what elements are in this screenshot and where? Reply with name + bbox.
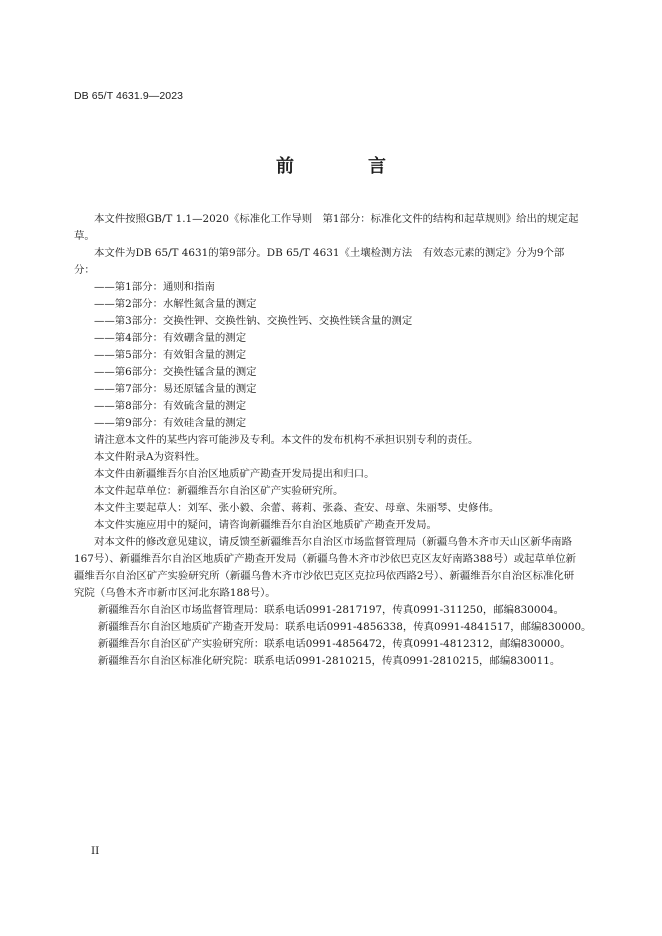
contact-line: 新疆维吾尔自治区标准化研究院：联系电话0991-2810215，传真0991-2810215，邮编830011。 [98,655,561,667]
list-item: ——第4部分：有效硼含量的测定 [94,332,247,344]
document-code: DB 65/T 4631.9—2023 [74,90,184,102]
foreword-body [74,211,592,670]
contact-line: 新疆维吾尔自治区市场监督管理局：联系电话0991-2817197，传真0991-311250，邮编830004。 [98,604,565,616]
feedback-statement: 对本文件的修改意见建议，请反馈至新疆维吾尔自治区市场监督管理局（新疆乌鲁木齐市天山区新华南路167号）、新疆维吾尔自治区地质矿产勘查开发局（新疆乌鲁木齐市沙依巴克区友好南路388号）或起草单位新疆维吾尔自治区矿产实验研究所（新疆乌鲁木齐市沙依巴克区克拉玛依西路2号）、新疆维吾尔自治区标准化研究院（乌鲁木齐市新市区河北东路188号）。 [74,536,577,599]
list-item: ——第1部分：通则和指南 [94,281,215,293]
drafting-rules-paragraph: 本文件按照GB/T 1.1—2020《标准化工作导则 第1部分：标准化文件的结构和起草规则》给出的规定起草。 [74,213,579,242]
page-title: 前 言 [276,156,414,177]
drafters-statement: 本文件主要起草人：刘军、张小毅、余蕾、蒋莉、张淼、查安、母章、朱丽琴、史修伟。 [94,502,500,514]
page-number: II [91,845,100,857]
list-item: ——第9部分：有效硅含量的测定 [94,417,247,429]
list-item: ——第8部分：有效硫含量的测定 [94,400,247,412]
list-item: ——第3部分：交换性钾、交换性钠、交换性钙、交换性镁含量的测定 [94,315,413,327]
parts-intro-paragraph: 本文件为DB 65/T 4631的第9部分。DB 65/T 4631《土壤检测方法 有效态元素的测定》分为9个部分： [74,247,565,276]
list-item: ——第6部分：交换性锰含量的测定 [94,366,257,378]
contact-list [74,602,592,670]
list-item: ——第5部分：有效钼含量的测定 [94,349,247,361]
questions-statement: 本文件实施应用中的疑问，请咨询新疆维吾尔自治区地质矿产勘查开发局。 [94,519,437,531]
drafting-unit-statement: 本文件起草单位：新疆维吾尔自治区矿产实验研究所。 [94,485,344,497]
contact-line: 新疆维吾尔自治区地质矿产勘查开发局：联系电话0991-4856338，传真0991-4841517，邮编830000。 [98,621,592,633]
patent-statement: 请注意本文件的某些内容可能涉及专利。本文件的发布机构不承担识别专利的责任。 [94,434,479,446]
list-item: ——第7部分：易还原锰含量的测定 [94,383,257,395]
parts-list [74,279,584,432]
proposer-statement: 本文件由新疆维吾尔自治区地质矿产勘查开发局提出和归口。 [94,468,375,480]
list-item: ——第2部分：水解性氮含量的测定 [94,298,257,310]
contact-line: 新疆维吾尔自治区矿产实验研究所：联系电话0991-4856472，传真0991-4812312，邮编830000。 [98,638,571,650]
appendix-statement: 本文件附录A为资料性。 [94,451,206,463]
